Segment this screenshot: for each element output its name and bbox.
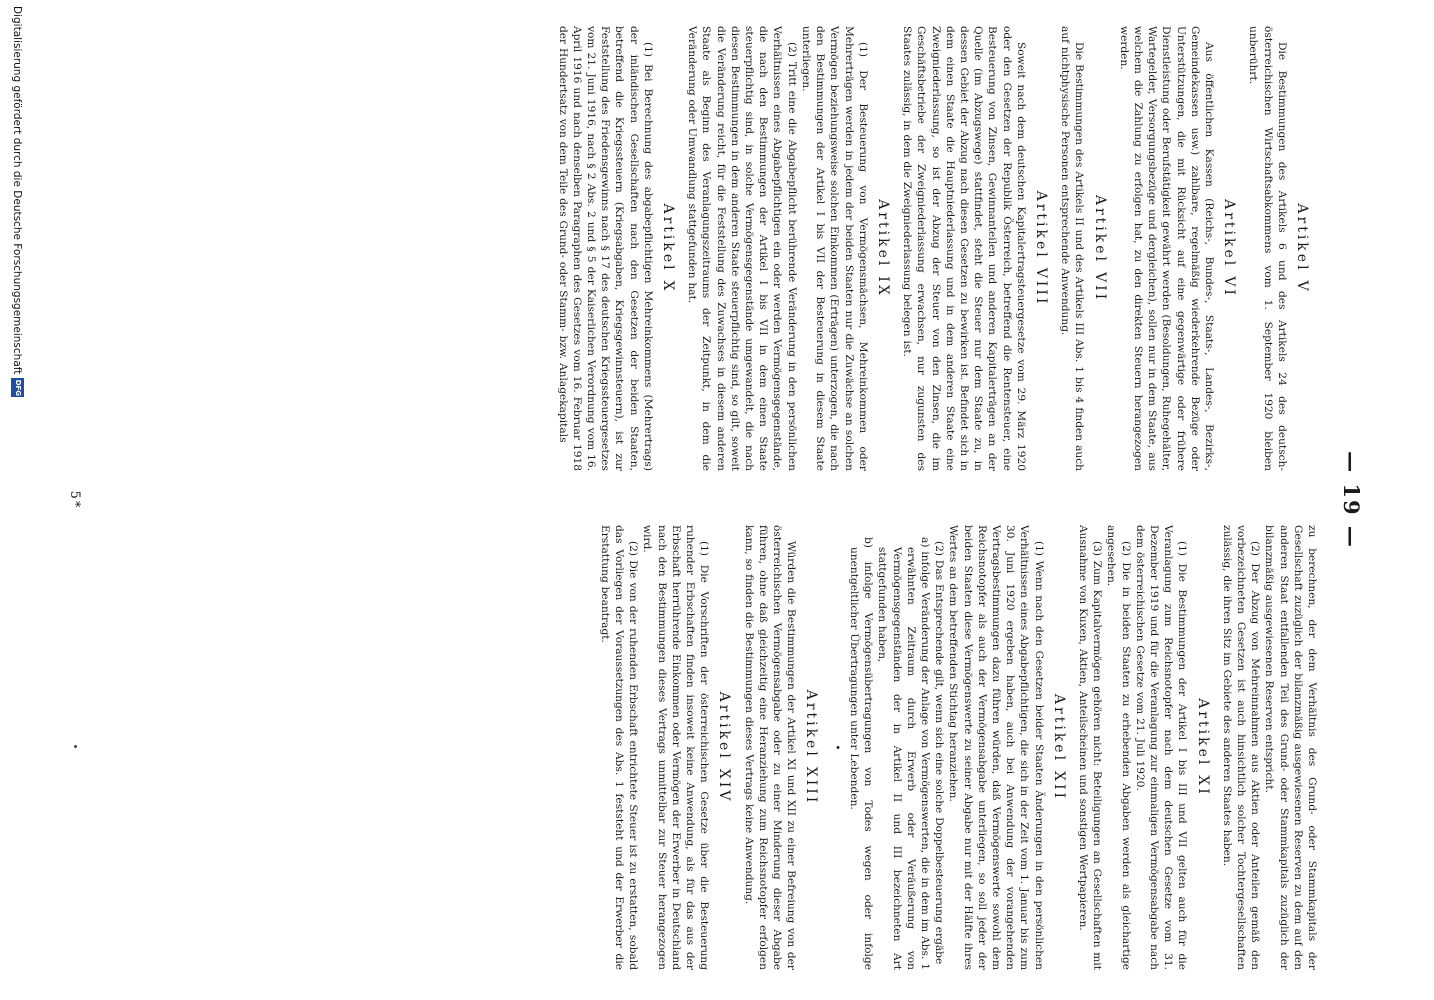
article-6-heading: Artikel VI <box>1221 199 1238 298</box>
article-10-continuation: zu berechnen, der dem Verhältnis des Grund- oder Stammkapitals der Gesellschaft zuzüglich der bilanzmäßig ausgewiesenen Reserven zu dem auf den anderen Staat entfallenden Teil des Grund- oder Stammkapitals zuzüglich der bilanzmäßig ausgewiesenen Reserven entspricht. <box>1263 525 1318 970</box>
article-12-item-a: a) infolge Veränderung der Anlage von Vermögenswerten, die in dem im Abs. 1 erwähnten Zeitraum durch Erwerb oder Veräußerung von Vermögensgegenständen der in Artikel II und III bezeichneten Art stattgefunden haben, <box>876 537 931 970</box>
article-14-paragraph-2: (2) Die von der ruhenden Erbschaft entrichtete Steuer ist zu erstatten, sobald das Vorliegen der Voraussetzungen des Abs. 1 feststeht und der Erwerber die Erstattung beantragt. <box>598 525 640 970</box>
right-column <box>598 525 1319 970</box>
article-12-paragraph-2: (2) Das Entsprechende gilt, wenn sich eine solche Doppelbesteuerung ergäbe <box>933 541 946 965</box>
article-14-heading: Artikel XIV <box>716 691 733 804</box>
article-12-item-b: b) infolge Vermögensübertragungen von Todes wegen oder infolge unentgeltlicher Übertragungen unter Lebenden. <box>847 537 875 970</box>
article-10-text: (1) Bei Berechnung des abgabepflichtigen Mehreinkommens (Mehrertrags) der inländischen Gesellschaften nach den Gesetzen der beiden Staaten, betreffend die Kriegssteuern (Kriegsabgaben, Kriegsgewinnsteuern), ist zur Feststellung des Friedensgewinns nach § 17 des deutschen Kriegssteuergesetzes vom 21. Juni 1916, nach § 2 Abs. 2 und § 5 der Kaiserlichen Verordnung vom 16. April 1916 und nach denselben Paragraphen des Gesetzes vom 16. Februar 1918 der Hundertsatz von dem Teile des Grund- oder Stamm- bzw. Anlagekapitals <box>556 26 654 471</box>
article-13-heading: Artikel XIII <box>803 689 820 806</box>
article-6-text: Aus öffentlichen Kassen (Reichs-, Bundes-, Staats-, Landes-, Bezirks-, Gemeindekassen usw.) zahlbare, regelmäßig wiederkehrende Bezüge oder Unterstützungen, die mit Rücksicht auf eine gegenwärtige oder frühere Dienstleistung oder Berufstätigkeit gewährt werden (Besoldungen, Ruhegehälter, Wartegelder, Versorgungsbezüge und dergleichen), sollen nur in dem Staate, aus welchem die Zahlung zu erfolgen hat, zu den direkten Steuern herangezogen werden. <box>1117 26 1215 471</box>
page-number: — 19 — <box>1339 451 1364 549</box>
footer-text: Digitalisierung gefördert durch die Deutsche Forschungsgemeinschaft <box>11 6 24 375</box>
article-7-heading: Artikel VII <box>1091 194 1108 303</box>
article-9-paragraph-1: (1) Der Besteuerung von Vermögensmächsen, Mehreinkommen oder Mehrerträgen werden in jedem der beiden Staaten nur die Zuwächse an solchen Vermögen beziehungsweise solchen Einkommen (Erträgen) unterzogen, die nach den Bestimmungen der Artikel I bis VII der Besteuerung in diesem Staate unterliegen. <box>799 26 869 471</box>
article-5-heading: Artikel V <box>1294 203 1310 294</box>
article-10-paragraph-2: (2) Der Abzug von Mehreinnahmen aus Aktien oder Anteilen gemäß den vorbezeichneten Gesetzen ist auch hinsichtlich solcher Tochtergesellschaften zulässig, die ihren Sitz im Gebiete des anderen Staates haben. <box>1220 525 1262 970</box>
article-11-paragraph-2: (2) Die in beiden Staaten zu erhebenden Abgaben werden als gleichartige angesehen. <box>1105 525 1132 970</box>
left-column <box>555 26 1319 471</box>
article-9-heading: Artikel IX <box>874 199 891 298</box>
article-14-paragraph-1: (1) Die Vorschriften der österreichischen Gesetze über die Besteuerung ruhender Erbschaften finden insoweit keine Anwendung, als für das aus der Erbschaft herrührende Einkommen oder Vermögen der Erwerber in Deutschland nach den Bestimmungen dieses Vertrags unmittelbar zur Steuer herangezogen wird. <box>641 525 711 970</box>
article-10-heading: Artikel X <box>660 203 677 294</box>
article-7-text: Die Bestimmungen des Artikels II und des Artikels III Abs. 1 bis 4 finden auch auf nichtphysische Personen entsprechende Anwendung. <box>1059 26 1086 471</box>
article-9-paragraph-2: (2) Tritt eine die Abgabepflicht berührende Veränderung in den persönlichen Verhältnissen eines Abgabepflichtigen ein oder werden Vermögensgegenstände, die nach den Bestimmungen der Artikel I bis VII in dem einen Staate steuerpflichtig sind, in solche Vermögensgegenstände umgewandelt, die nach diesen Bestimmungen in dem anderen Staate steuerpflichtig sind, so gilt, soweit die Veränderung reicht, für die Feststellung des Zuwachses in diesem anderen Staate als Beginn des Veranlagungszeitraums der Zeitpunkt, in dem die Veränderung oder Umwandlung stattgefunden hat. <box>686 26 798 471</box>
article-8-text: Soweit nach dem deutschen Kapitalertragsteuergesetze vom 29. März 1920 oder den Gesetzen der Republik Österreich, betreffend die Rentensteuer, eine Besteuerung von Zinsen, Gewinnanteilen und anderen Kapitalerträgen an der Quelle (im Abzugswege) stattfindet, steht die Steuer nur dem Staate zu, in dessen Gebiet der Abzug nach diesen Gesetzen zu bewirken ist. Befindet sich in dem einen Staate die Hauptniederlassung und in dem anderen Staate eine Zweigniederlassung, so ist der Abzug der Steuer von den Zinsen, die im Geschäftsbetriebe der Zweigniederlassung erwachsen, nur zugunsten des Staates zulässig, in dem die Zweigniederlassung belegen ist. <box>901 26 1027 471</box>
separator-dot: • <box>830 744 842 751</box>
article-12-paragraph-1: (1) Wenn nach den Gesetzen beider Staaten Änderungen in den persönlichen Verhältnissen eines Abgabepflichtigen, die sich in der Zeit vom 1. Januar bis zum 30. Juni 1920 ergeben haben, auch bei Anwendung der vorangehenden Vertragsbestimmungen dazu führen würden, daß Vermögenswerte sowohl dem Reichsnotopfer als auch der Vermögensabgabe unterliegen, so soll jeder der beiden Staaten diese Vermögenswerte zu seiner Abgabe nur mit der Hälfte ihres Wertes an dem betreffenden Stichtag heranziehen. <box>947 525 1045 970</box>
article-13-text: Würden die Bestimmungen der Artikel XI und XII zu einer Befreiung von der österreichischen Vermögensabgabe oder zu einer Minderung dieser Abgabe führen, ohne daß gleichzeitig eine Heranziehung zum Reichsnotopfer erfolgen kann, so finden die Bestimmungen dieses Vertrags keine Anwendung. <box>742 525 798 970</box>
dfg-logo: DFG <box>11 378 24 397</box>
signature-mark: 5* <box>67 490 82 510</box>
article-8-heading: Artikel VIII <box>1032 190 1049 307</box>
article-11-paragraph-3: (3) Zum Kapitalvermögen gehören nicht: Beteiligungen an Gesellschaften mit Ausnahme von Kuxen, Aktien, Anteilscheinen und sonstigen Wertpapieren. <box>1076 525 1104 970</box>
article-5-text: Die Bestimmungen des Artikels 6 und des Artikels 24 des deutsch-österreichischen Wirtschaftsabkommens vom 1. September 1920 bleiben unberührt. <box>1247 26 1288 471</box>
article-12-heading: Artikel XII <box>1050 693 1067 802</box>
article-11-paragraph-1: (1) Die Bestimmungen der Artikel I bis III und VII gelten auch für die Veranlagung zum Reichsnotopfer nach dem deutschen Gesetze vom 31. Dezember 1919 und für die Veranlagung zur einmaligen Vermögensabgabe nach dem österreichischen Gesetze vom 21. Juli 1920. <box>1133 525 1189 970</box>
digitization-footer <box>11 6 24 397</box>
article-11-heading: Artikel XI <box>1194 698 1211 797</box>
